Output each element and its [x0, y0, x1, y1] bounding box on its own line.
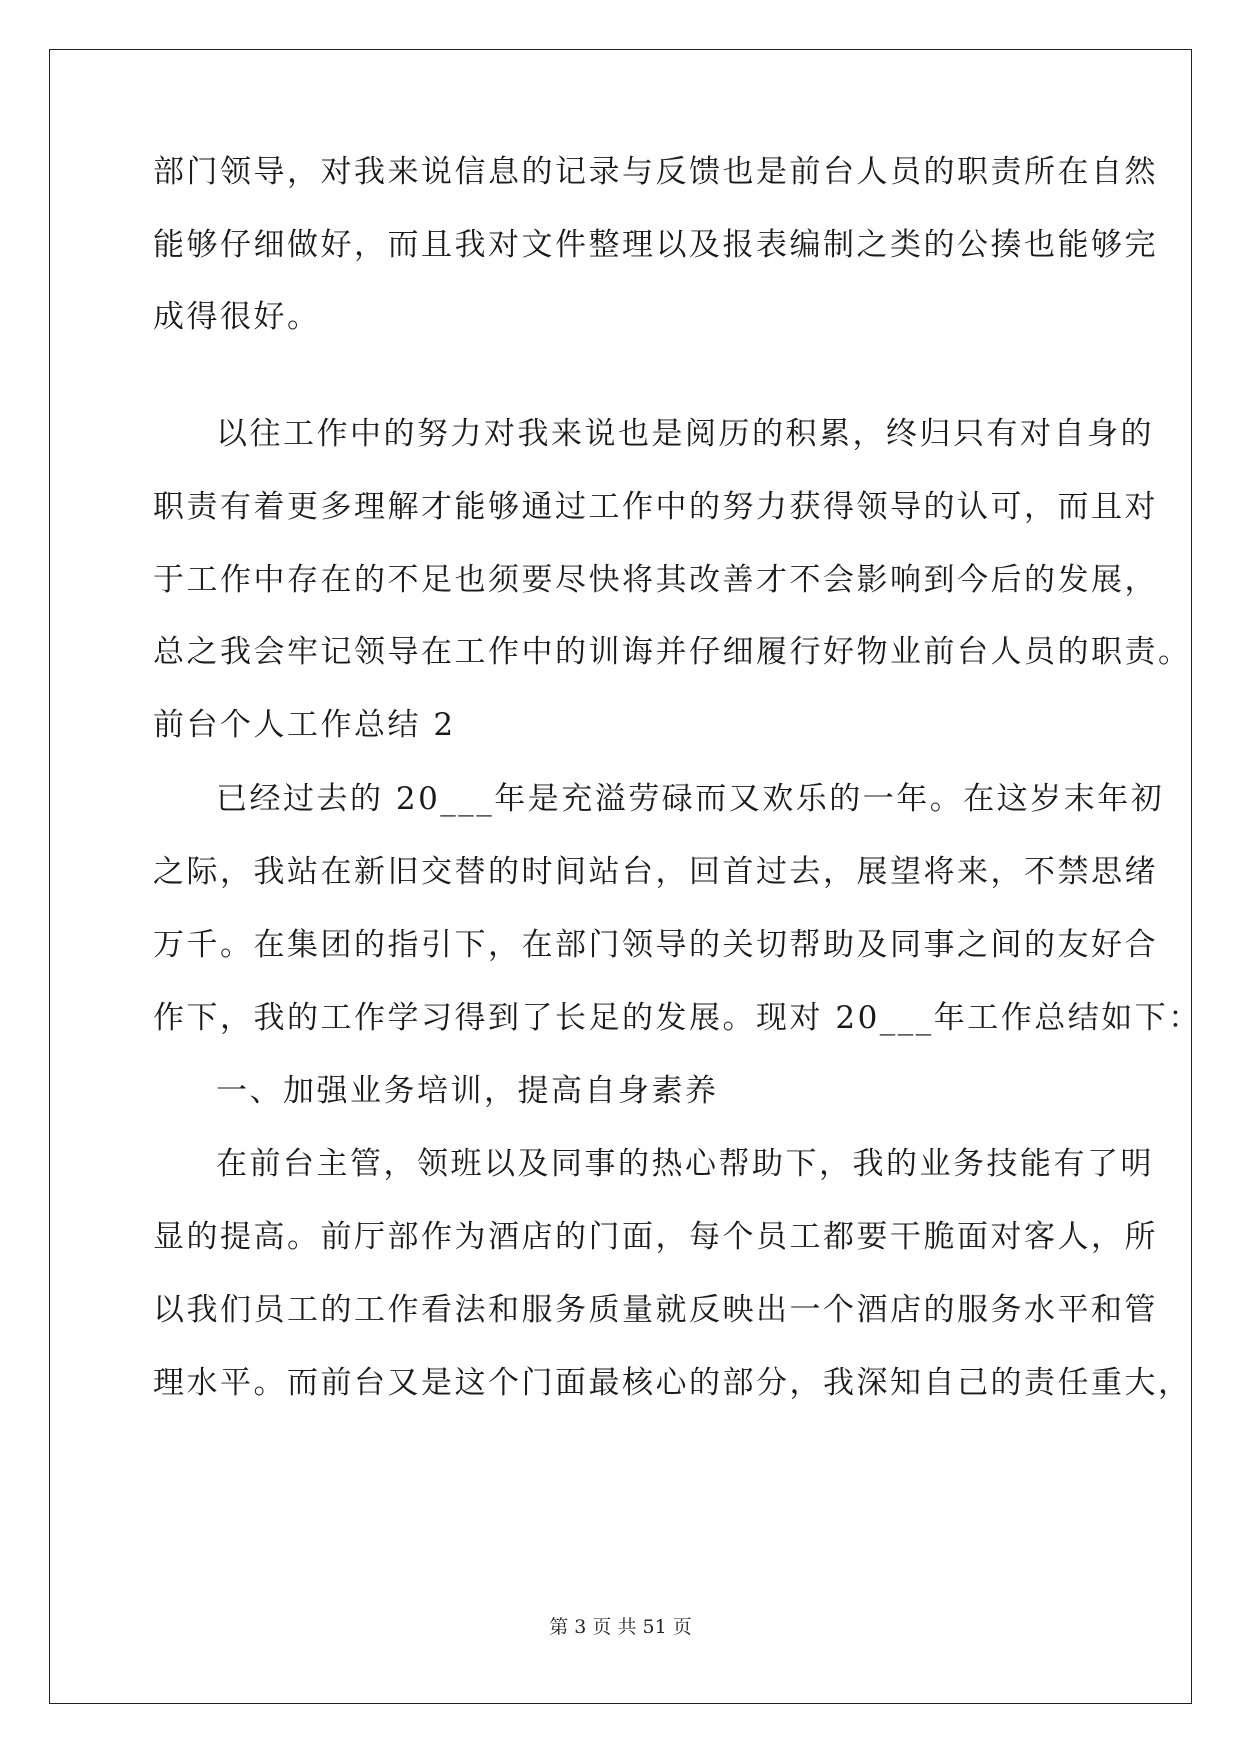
- paragraph-line: 理水平。而前台又是这个门面最核心的部分，我深知自己的责任重大，: [153, 1365, 1192, 1401]
- paragraph-line: 总之我会牢记领导在工作中的训诲并仔细履行好物业前台人员的职责。: [153, 634, 1192, 670]
- paragraph-line: 于工作中存在的不足也须要尽快将其改善才不会影响到今后的发展，: [153, 562, 1158, 598]
- paragraph-line: 职责有着更多理解才能够通过工作中的努力获得领导的认可，而且对: [153, 489, 1158, 525]
- paragraph-line: 作下，我的工作学习得到了长足的发展。现对 20___年工作总结如下：: [153, 1000, 1202, 1036]
- paragraph-line: 以我们员工的工作看法和服务质量就反映出一个酒店的服务水平和管: [153, 1292, 1158, 1328]
- paragraph-line: 能够仔细做好，而且我对文件整理以及报表编制之类的公揍也能够完: [153, 227, 1158, 263]
- paragraph-line: 已经过去的 20___年是充溢劳碌而又欢乐的一年。在这岁末年初: [216, 781, 1165, 817]
- paragraph-line: 万千。在集团的指引下，在部门领导的关切帮助及同事之间的友好合: [153, 927, 1158, 963]
- paragraph-line: 部门领导，对我来说信息的记录与反馈也是前台人员的职责所在自然: [153, 154, 1158, 190]
- paragraph-line: 以往工作中的努力对我来说也是阅历的积累，终归只有对自身的: [216, 416, 1154, 452]
- section-heading: 前台个人工作总结 2: [153, 707, 456, 743]
- page-number-footer: 第 3 页 共 51 页: [549, 1616, 692, 1638]
- subsection-heading: 一、加强业务培训，提高自身素养: [216, 1073, 719, 1109]
- paragraph-line: 之际，我站在新旧交替的时间站台，回首过去，展望将来，不禁思绪: [153, 854, 1158, 890]
- paragraph-line: 成得很好。: [153, 299, 321, 335]
- paragraph-line: 显的提高。前厅部作为酒店的门面，每个员工都要干脆面对客人，所: [153, 1219, 1158, 1255]
- paragraph-line: 在前台主管，领班以及同事的热心帮助下，我的业务技能有了明: [216, 1146, 1154, 1182]
